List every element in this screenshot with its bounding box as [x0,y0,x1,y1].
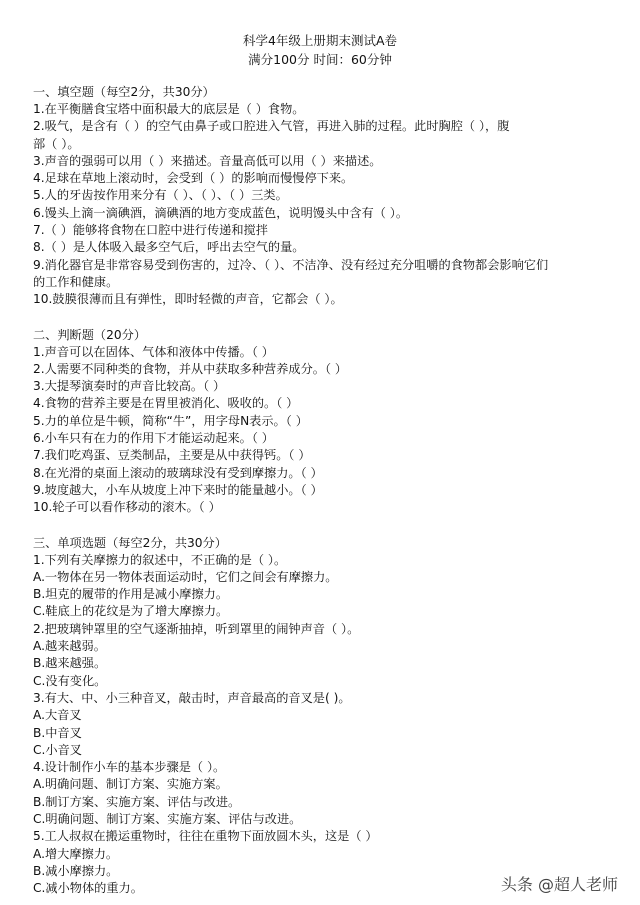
question-line: 8.（ ）是人体吸入最多空气后，呼出去空气的量。 [33,240,305,255]
question-line: 3.大提琴演奏时的声音比较高。（ ） [33,379,226,394]
question-line: B.坦克的履带的作用是减小摩擦力。 [33,587,229,602]
question-line: 7.我们吃鸡蛋、豆类制品，主要是从中获得钙。（ ） [33,448,311,463]
section-true-false [33,326,613,517]
question-line: A.大音叉 [33,708,82,723]
question-line: 6.馒头上滴一滴碘酒，滴碘酒的地方变成蓝色，说明馒头中含有（ ）。 [33,205,409,220]
question-line: 2.把玻璃钟罩里的空气逐渐抽掉，听到罩里的闹钟声音（ ）。 [33,621,360,636]
question-line: 7.（ ）能够将食物在口腔中进行传递和搅拌 [33,223,268,238]
question-line: A.明确问题、制订方案、实施方案。 [33,777,228,792]
question-line: 5.人的牙齿按作用来分有（ ）、（ ）、（ ）三类。 [33,188,288,203]
section-title: 二、判断题（20分） [33,327,147,342]
question-line: 1.下列有关摩擦力的叙述中，不正确的是（ ）。 [33,552,287,567]
question-line: 9.消化器官是非常容易受到伤害的，过冷、（ ）、不洁净、没有经过充分咀嚼的食物都会影响它们 [33,257,549,272]
question-line: C.明确问题、制订方案、实施方案、评估与改进。 [33,811,302,826]
question-line: C.鞋底上的花纹是为了增大摩擦力。 [33,604,229,619]
question-line: 4.设计制作小车的基本步骤是（ ）。 [33,760,226,775]
question-line: 10.鼓膜很薄而且有弹性，即时轻微的声音，它都会（ ）。 [33,292,343,307]
question-line: A.增大摩擦力。 [33,846,119,861]
exam-subtitle: 满分100分 时间：60分钟 [248,52,392,67]
question-line: 6.小车只有在力的作用下才能运动起来。（ ） [33,431,274,446]
question-line: 9.坡度越大，小车从坡度上冲下来时的能量越小。（ ） [33,482,323,497]
question-line: 3.声音的强弱可以用（ ）来描述。音量高低可以用（ ）来描述。 [33,153,382,168]
question-line: 2.人需要不同种类的食物，并从中获取多种营养成分。（ ） [33,361,348,376]
question-line: 1.声音可以在固体、气体和液体中传播。（ ） [33,344,274,359]
question-line: 10.轮子可以看作移动的滚木。（ ） [33,500,221,515]
question-line: 1.在平衡膳食宝塔中面积最大的底层是（ ）食物。 [33,102,305,116]
question-line: 5.工人叔叔在搬运重物时，往往在重物下面放圆木头，这是（ ） [33,829,378,844]
section-fill-in-blank [33,83,613,309]
question-line: C.减小物体的重力。 [33,881,143,896]
question-line: A.越来越弱。 [33,639,106,654]
section-gap [33,517,613,534]
question-line: B.中音叉 [33,725,82,740]
question-line: 2.吸气，是含有（ ）的空气由鼻子或口腔进入气管，再进入肺的过程。此时胸腔（ ），腹 [33,119,510,134]
question-line: B.减小摩擦力。 [33,863,119,878]
question-line: 部（ ）。 [33,136,80,151]
watermark: 头条 @超人老师 [500,875,618,894]
question-line: 3.有大、中、小三种音叉，敲击时，声音最高的音叉是( )。 [33,690,351,705]
question-line: C.没有变化。 [33,673,107,688]
exam-title: 科学4年级上册期末测试A卷 [242,33,397,48]
question-line: 的工作和健康。 [33,274,119,289]
question-line: B.越来越强。 [33,656,107,671]
question-line: 5.力的单位是牛顿，简称“牛”，用字母N表示。（ ） [33,413,308,428]
section-gap [33,309,613,326]
question-line: 8.在光滑的桌面上滚动的玻璃球没有受到摩擦力。（ ） [33,465,323,480]
section-title: 一、填空题（每空2分，共30分） [33,85,215,99]
section-multiple-choice [33,534,613,898]
section-title: 三、单项选题（每空2分，共30分） [33,535,227,550]
question-line: A.一物体在另一物体表面运动时，它们之间会有摩擦力。 [33,569,338,584]
question-line: C.小音叉 [33,742,82,757]
exam-body [33,83,613,897]
question-line: 4.食物的营养主要是在胃里被消化、吸收的。（ ） [33,396,299,411]
question-line: B.制订方案、实施方案、评估与改进。 [33,794,241,809]
question-line: 4.足球在草地上滚动时，会受到（ ）的影响而慢慢停下来。 [33,171,354,186]
